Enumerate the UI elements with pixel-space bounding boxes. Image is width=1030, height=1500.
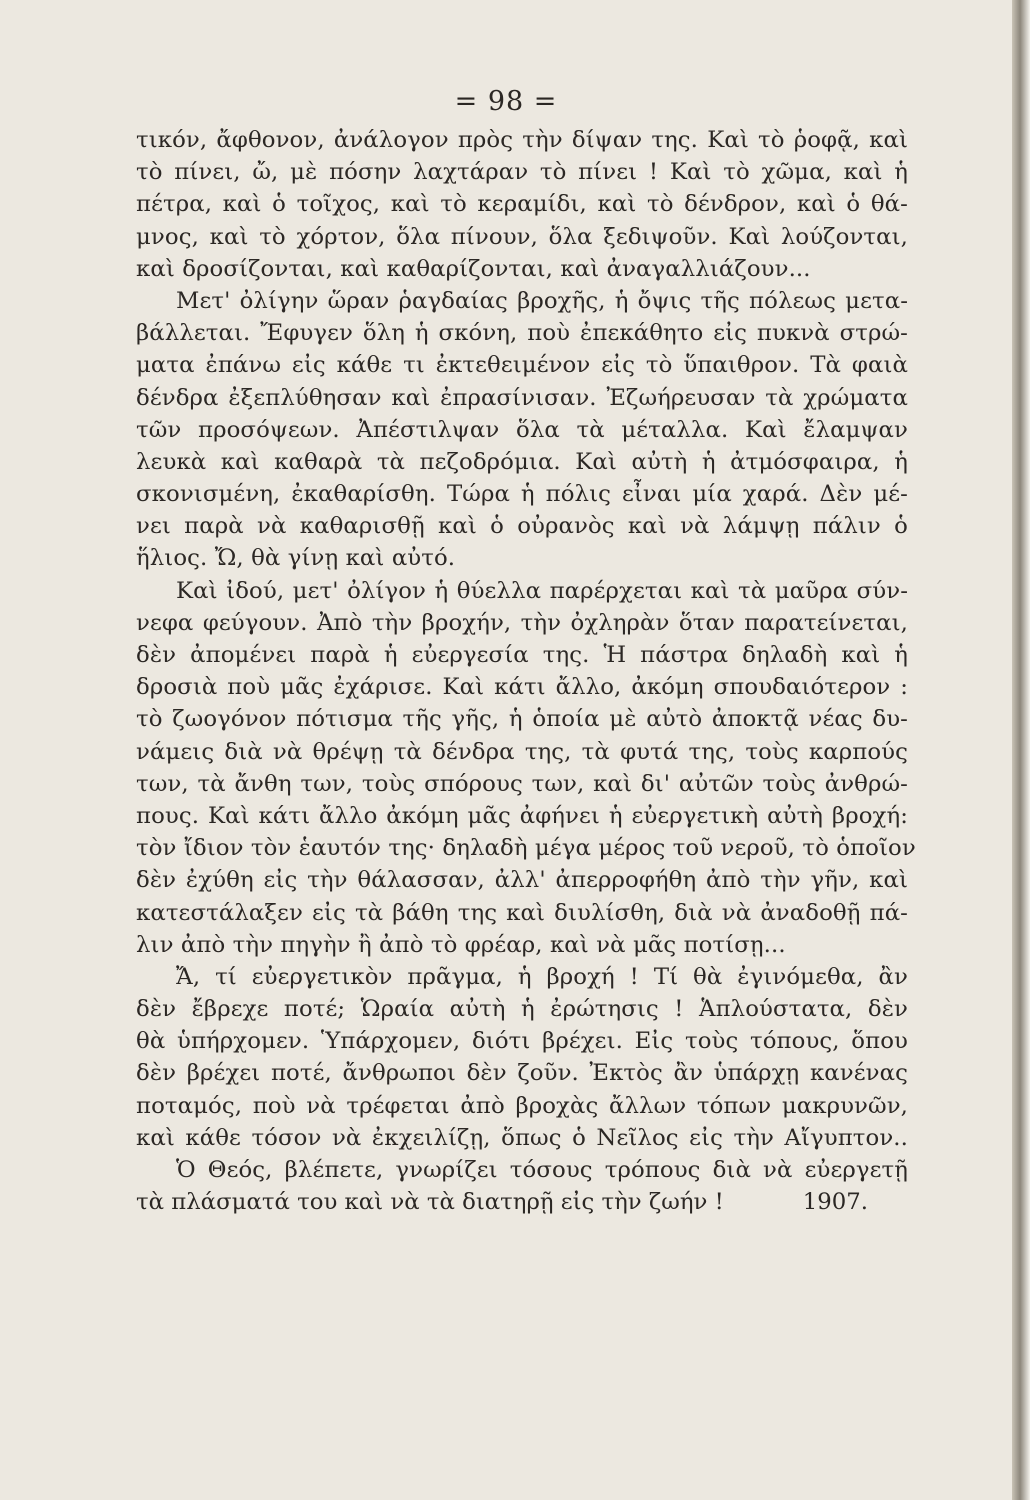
text-line: τὰ πλάσματά του καὶ νὰ τὰ διατηρῇ εἰς τὴν ζωήν ! <box>136 1189 724 1216</box>
text-line: δὲν ἀπομένει παρὰ ἡ εὐεργεσία της. Ἡ πάστρα δηλαδὴ καὶ ἡ <box>136 642 908 668</box>
text-line: πέτρα, καὶ ὁ τοῖχος, καὶ τὸ κεραμίδι, καὶ τὸ δένδρον, καὶ ὁ θά- <box>136 191 908 218</box>
text-line: ἥλιος. Ὤ, θὰ γίνῃ καὶ αὐτό. <box>136 545 456 572</box>
text-line: των, τὰ ἄνθη των, τοὺς σπόρους των, καὶ δι' αὐτῶν τοὺς ἀνθρώ- <box>136 770 908 797</box>
text-line: δροσιὰ ποὺ μᾶς ἐχάρισε. Καὶ κάτι ἄλλο, ἀκόμη σπουδαιότερον : <box>136 674 908 701</box>
text-line: λευκὰ καὶ καθαρὰ τὰ πεζοδρόμια. Καὶ αὐτὴ ἡ ἀτμόσφαιρα, ἡ <box>136 448 908 475</box>
book-spine-edge <box>1012 0 1030 1500</box>
body-text <box>136 124 916 1218</box>
text-line: τὸ πίνει, ὤ, μὲ πόσην λαχτάραν τὸ πίνει ! Καὶ τὸ χῶμα, καὶ ἡ <box>136 159 908 186</box>
text-line: νει παρὰ νὰ καθαρισθῇ καὶ ὁ οὐρανὸς καὶ νὰ λάμψῃ πάλιν ὁ <box>136 513 908 540</box>
final-line <box>136 1186 908 1218</box>
text-line: καὶ κάθε τόσον νὰ ἐκχειλίζῃ, ὅπως ὁ Νεῖλος εἰς τὴν Αἴγυπτον.. <box>136 1124 908 1151</box>
text-line: νεφα φεύγουν. Ἀπὸ τὴν βροχήν, τὴν ὀχληρὰν ὅταν παρατείνεται, <box>136 609 908 636</box>
text-line: βάλλεται. Ἔφυγεν ὅλη ἡ σκόνη, ποὺ ἐπεκάθητο εἰς πυκνὰ στρώ- <box>136 320 908 347</box>
text-line: σκονισμένη, ἐκαθαρίσθη. Τώρα ἡ πόλις εἶναι μία χαρά. Δὲν μέ- <box>136 481 908 508</box>
year-signature: 1907. <box>802 1189 868 1216</box>
text-line: ποταμός, ποὺ νὰ τρέφεται ἀπὸ βροχὰς ἄλλων τόπων μακρυνῶν, <box>136 1092 908 1119</box>
text-line: τὸ ζωογόνον πότισμα τῆς γῆς, ἡ ὁποία μὲ αὐτὸ ἀποκτᾷ νέας δυ- <box>136 706 908 733</box>
text-line: τικόν, ἄφθονον, ἀνάλογον πρὸς τὴν δίψαν της. Καὶ τὸ ῥοφᾷ, καὶ <box>136 127 908 153</box>
text-line: θὰ ὑπήρχομεν. Ὑπάρχομεν, διότι βρέχει. Εἰς τοὺς τόπους, ὅπου <box>136 1028 908 1055</box>
text-line: καὶ δροσίζονται, καὶ καθαρίζονται, καὶ ἀναγαλλιάζουν... <box>136 255 811 282</box>
page-header <box>0 86 1012 117</box>
text-line: μνος, καὶ τὸ χόρτον, ὅλα πίνουν, ὅλα ξεδιψοῦν. Καὶ λούζονται, <box>136 223 908 250</box>
page-number: = 98 = <box>454 86 558 117</box>
text-line: λιν ἀπὸ τὴν πηγὴν ἢ ἀπὸ τὸ φρέαρ, καὶ νὰ μᾶς ποτίσῃ... <box>136 931 786 958</box>
text-line: νάμεις διὰ νὰ θρέψῃ τὰ δένδρα της, τὰ φυτά της, τοὺς καρπούς <box>136 738 908 765</box>
text-line: κατεστάλαξεν εἰς τὰ βάθη της καὶ διυλίσθη, διὰ νὰ ἀναδοθῇ πά- <box>136 899 908 926</box>
text-line: Μετ' ὀλίγην ὥραν ῥαγδαίας βροχῆς, ἡ ὄψις τῆς πόλεως μετα- <box>176 287 908 314</box>
text-line: δὲν βρέχει ποτέ, ἄνθρωποι δὲν ζοῦν. Ἐκτὸς ἂν ὑπάρχῃ κανένας <box>136 1060 908 1087</box>
text-line: τὸν ἴδιον τὸν ἑαυτόν της· δηλαδὴ μέγα μέρος τοῦ νεροῦ, τὸ ὁποῖον <box>136 835 916 862</box>
text-line: Ὁ Θεός, βλέπετε, γνωρίζει τόσους τρόπους διὰ νὰ εὐεργετῇ <box>176 1157 908 1183</box>
text-line: δὲν ἐχύθη εἰς τὴν θάλασσαν, ἀλλ' ἀπερροφήθη ἀπὸ τὴν γῆν, καὶ <box>136 867 908 894</box>
text-line: δὲν ἔβρεχε ποτέ; Ὡραία αὐτὴ ἡ ἐρώτησις ! Ἁπλούστατα, δὲν <box>136 996 908 1023</box>
text-line: Ἄ, τί εὐεργετικὸν πρᾶγμα, ἡ βροχή ! Τί θὰ ἐγινόμεθα, ἂν <box>176 963 908 990</box>
text-line: Καὶ ἰδού, μετ' ὀλίγον ἡ θύελλα παρέρχεται καὶ τὰ μαῦρα σύν- <box>176 577 908 604</box>
text-line: δένδρα ἐξεπλύθησαν καὶ ἐπρασίνισαν. Ἐζωήρευσαν τὰ χρώματα <box>136 384 908 411</box>
text-line: ματα ἐπάνω εἰς κάθε τι ἐκτεθειμένον εἰς τὸ ὕπαιθρον. Τὰ φαιὰ <box>136 352 908 379</box>
text-line: πους. Καὶ κάτι ἄλλο ἀκόμη μᾶς ἀφήνει ἡ εὐεργετικὴ αὐτὴ βροχή: <box>136 802 908 829</box>
text-line: τῶν προσόψεων. Ἀπέστιλψαν ὅλα τὰ μέταλλα. Καὶ ἔλαμψαν <box>136 416 908 443</box>
